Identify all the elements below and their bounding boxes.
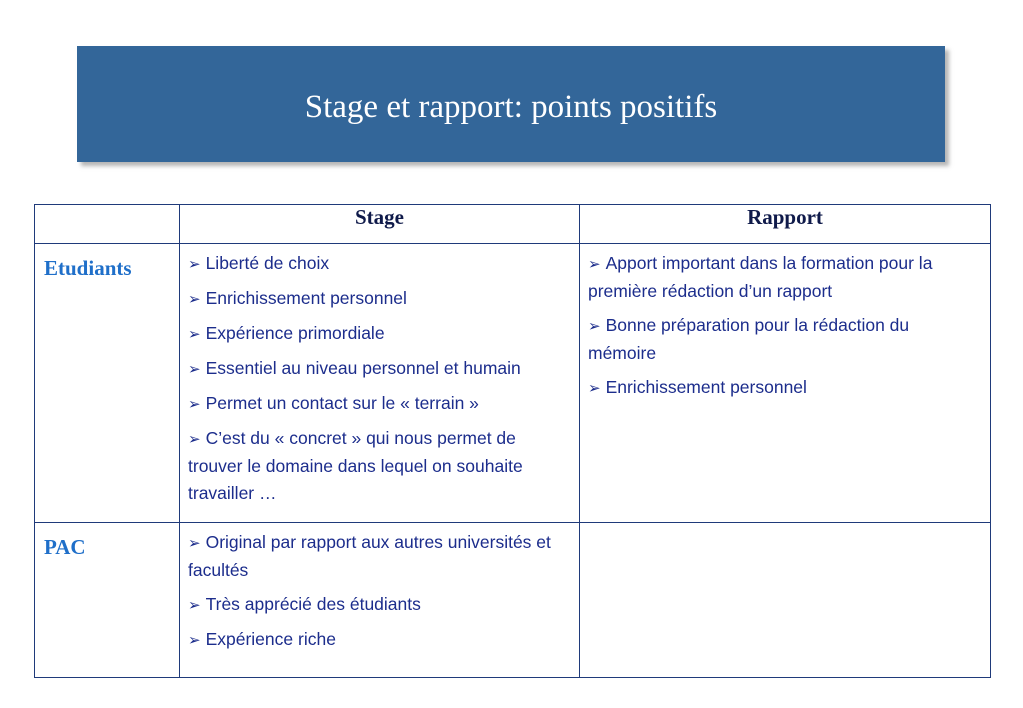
arrowhead-bullet-icon: ➢ — [188, 291, 201, 308]
list-item-text: Liberté de choix — [205, 253, 330, 273]
header-row — [35, 205, 991, 244]
header-stage: Stage — [180, 205, 580, 244]
list-item — [588, 312, 982, 367]
list-item-text: Original par rapport aux autres universités et facultés — [188, 532, 551, 580]
list-item-text: Essentiel au niveau personnel et humain — [205, 358, 521, 378]
arrowhead-bullet-icon: ➢ — [588, 318, 601, 335]
bullet-list — [188, 529, 571, 654]
arrowhead-bullet-icon: ➢ — [588, 380, 601, 397]
list-item-text: Permet un contact sur le « terrain » — [205, 393, 479, 413]
header-rapport: Rapport — [580, 205, 991, 244]
list-item — [188, 529, 571, 584]
cell-etudiants-rapport — [580, 244, 991, 523]
list-item — [188, 320, 571, 348]
arrowhead-bullet-icon: ➢ — [188, 431, 201, 448]
table-row — [35, 523, 991, 678]
list-item-text: Expérience primordiale — [205, 323, 385, 343]
list-item-text: Très apprécié des étudiants — [205, 594, 421, 614]
comparison-table — [34, 204, 991, 678]
arrowhead-bullet-icon: ➢ — [188, 256, 201, 273]
list-item — [588, 374, 982, 402]
list-item-text: Apport important dans la formation pour la première rédaction d’un rapport — [588, 253, 933, 301]
list-item — [188, 425, 571, 507]
arrowhead-bullet-icon: ➢ — [188, 597, 201, 614]
cell-etudiants-stage — [180, 244, 580, 523]
list-item — [188, 285, 571, 313]
cell-pac-stage — [180, 523, 580, 678]
arrowhead-bullet-icon: ➢ — [188, 632, 201, 649]
title-banner — [77, 46, 945, 162]
header-corner-cell — [35, 205, 180, 244]
slide-title: Stage et rapport: points positifs — [304, 88, 718, 125]
list-item-text: Enrichissement personnel — [205, 288, 407, 308]
list-item — [188, 591, 571, 619]
list-item-text: C’est du « concret » qui nous permet de trouver le domaine dans lequel on souhaite travailler … — [188, 428, 523, 503]
arrowhead-bullet-icon: ➢ — [188, 361, 201, 378]
row-label-pac: PAC — [35, 523, 180, 678]
cell-pac-rapport-empty — [580, 523, 991, 678]
list-item-text: Bonne préparation pour la rédaction du mémoire — [588, 315, 910, 363]
list-item — [188, 390, 571, 418]
list-item-text: Enrichissement personnel — [605, 377, 807, 397]
list-item-text: Expérience riche — [205, 629, 336, 649]
arrowhead-bullet-icon: ➢ — [188, 396, 201, 413]
bullet-list — [188, 250, 571, 507]
arrowhead-bullet-icon: ➢ — [588, 256, 601, 273]
table-row — [35, 244, 991, 523]
row-label-etudiants: Etudiants — [35, 244, 180, 523]
bullet-list — [588, 250, 982, 402]
arrowhead-bullet-icon: ➢ — [188, 535, 201, 552]
list-item — [588, 250, 982, 305]
list-item — [188, 626, 571, 654]
arrowhead-bullet-icon: ➢ — [188, 326, 201, 343]
list-item — [188, 250, 571, 278]
list-item — [188, 355, 571, 383]
